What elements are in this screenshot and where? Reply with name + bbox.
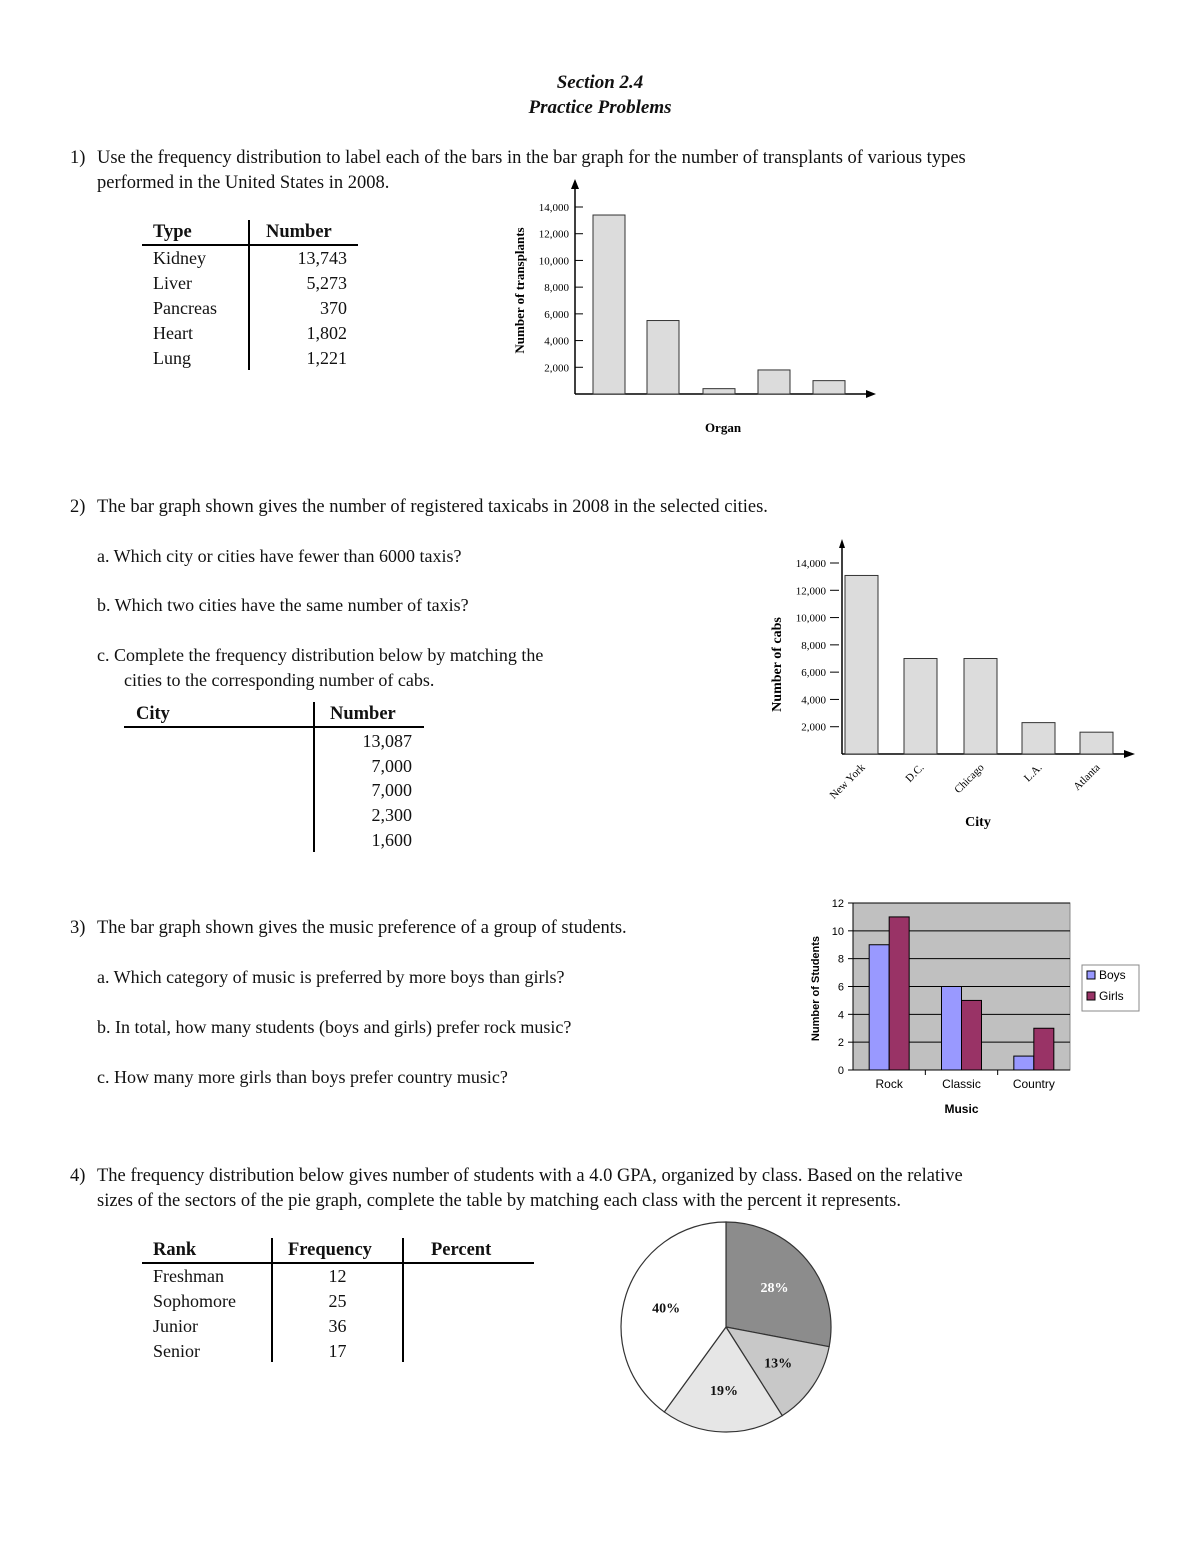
y-tick-label: 14,000: [538, 202, 569, 214]
y-tick-label: 6,000: [801, 667, 826, 680]
x-tick-label: Classic: [942, 1077, 981, 1091]
question-2a: a. Which city or cities have fewer than 6000 taxis?: [97, 546, 462, 566]
y-tick-label: 10,000: [795, 612, 826, 625]
problem-text: sizes of the sectors of the pie graph, complete the table by matching each class with the percent it represents.: [97, 1191, 901, 1211]
y-tick-label: 4,000: [801, 694, 826, 707]
transplant-bar-chart: [500, 175, 890, 440]
table-header-number: Number: [266, 222, 332, 242]
music-bar-chart: [800, 892, 1150, 1132]
table-divider: [248, 220, 250, 370]
table-header-number: Number: [330, 704, 396, 724]
problem-number: 4): [70, 1166, 86, 1186]
pie-label: 28%: [760, 1280, 789, 1296]
pie-label: 13%: [764, 1356, 793, 1372]
problem-text: The bar graph shown gives the music preference of a group of students.: [97, 918, 627, 938]
table-cell: Junior: [153, 1316, 198, 1336]
pie-label: 40%: [652, 1301, 681, 1317]
table-cell: 7,000: [371, 780, 412, 800]
y-tick-label: 0: [837, 1065, 844, 1077]
y-tick-label: 12,000: [795, 585, 826, 598]
legend-label: Girls: [1099, 989, 1124, 1003]
bar: [964, 659, 997, 755]
bar-girls: [889, 917, 909, 1070]
bar-girls: [962, 1000, 982, 1070]
y-tick-label: 8,000: [801, 639, 826, 652]
bar: [1022, 723, 1055, 754]
y-tick-label: 8,000: [544, 282, 569, 295]
problem-2: [70, 495, 970, 521]
question-2b: b. Which two cities have the same number of taxis?: [97, 595, 469, 615]
table-header-rank: Rank: [153, 1240, 197, 1260]
table-cell: 370: [320, 298, 347, 318]
problem-text: The frequency distribution below gives number of students with a 4.0 GPA, organized by class. Based on the relative: [97, 1166, 963, 1186]
y-axis-title: Number of transplants: [512, 227, 527, 354]
legend-label: Boys: [1099, 968, 1126, 982]
y-axis-arrow: [839, 539, 845, 548]
y-tick-label: 4: [837, 1009, 844, 1022]
legend-swatch: [1087, 992, 1095, 1000]
table-cell: 7,000: [371, 756, 412, 776]
transplant-table: [142, 220, 362, 375]
problem-4: [70, 1164, 1150, 1219]
bar: [647, 321, 679, 394]
table-cell: Pancreas: [153, 298, 217, 318]
question-3b: b. In total, how many students (boys and girls) prefer rock music?: [97, 1017, 572, 1037]
problem-text: The bar graph shown gives the number of registered taxicabs in 2008 in the selected cities.: [97, 497, 768, 517]
y-tick-label: 4,000: [544, 335, 569, 348]
table-header-percent: Percent: [431, 1240, 492, 1260]
y-tick-label: 2,000: [801, 721, 826, 734]
section-title: Section 2.4: [556, 72, 644, 93]
pie-label: 19%: [710, 1383, 739, 1399]
problem-text: Use the frequency distribution to label each of the bars in the bar graph for the number of transplants of various types: [97, 148, 966, 168]
y-axis-title: Number of cabs: [770, 617, 785, 712]
x-axis-title: City: [965, 815, 991, 830]
bar: [845, 575, 878, 754]
x-axis-title: Music: [944, 1102, 979, 1116]
table-cell: 13,087: [362, 731, 412, 751]
table-cell: 2,300: [371, 805, 412, 825]
question-2c-cont: cities to the corresponding number of cabs.: [124, 670, 435, 690]
gpa-table: [142, 1238, 537, 1366]
y-axis-title: Number of Students: [810, 935, 822, 1042]
bar: [1080, 732, 1113, 754]
y-tick-label: 14,000: [795, 558, 826, 570]
question-3c: c. How many more girls than boys prefer country music?: [97, 1067, 508, 1087]
table-cell: Senior: [153, 1341, 200, 1361]
x-tick-label: Country: [1012, 1077, 1055, 1091]
y-tick-label: 10: [831, 925, 844, 938]
x-tick-label: D.C.: [903, 761, 927, 785]
table-header-type: Type: [153, 222, 192, 242]
table-header-city: City: [136, 704, 170, 724]
x-tick-label: Chicago: [952, 761, 987, 797]
table-cell: Heart: [153, 323, 193, 343]
page-subtitle: Practice Problems: [528, 97, 672, 118]
x-tick-label: Atlanta: [1071, 761, 1103, 794]
x-tick-label: Rock: [875, 1077, 903, 1091]
problem-text: performed in the United States in 2008.: [97, 173, 390, 193]
y-tick-label: 8: [837, 953, 844, 966]
bar: [758, 370, 790, 394]
table-rule: [124, 726, 424, 728]
problem-number: 1): [70, 148, 86, 168]
taxicab-bar-chart: [760, 535, 1145, 835]
table-cell: Sophomore: [153, 1291, 236, 1311]
problem-number: 2): [70, 497, 86, 517]
table-cell: 12: [328, 1266, 347, 1286]
table-cell: 17: [328, 1341, 347, 1361]
problem-number: 3): [70, 918, 86, 938]
table-cell: Freshman: [153, 1266, 224, 1286]
bar: [904, 659, 937, 755]
table-cell: 36: [328, 1316, 347, 1336]
table-cell: Liver: [153, 273, 192, 293]
gpa-pie-chart: [615, 1216, 840, 1441]
table-header-frequency: Frequency: [288, 1240, 372, 1260]
bar: [813, 381, 845, 394]
y-tick-label: 6,000: [544, 308, 569, 321]
table-cell: 13,743: [297, 248, 347, 268]
x-axis-arrow: [866, 390, 876, 398]
y-tick-label: 12: [831, 898, 844, 910]
table-cell: 5,273: [306, 273, 347, 293]
y-tick-label: 12,000: [538, 228, 569, 241]
bar-boys: [869, 945, 889, 1070]
bar: [593, 215, 625, 394]
table-divider: [402, 1238, 404, 1362]
question-3a: a. Which category of music is preferred by more boys than girls?: [97, 967, 565, 987]
y-tick-label: 2,000: [544, 362, 569, 375]
legend-swatch: [1087, 971, 1095, 979]
table-cell: Kidney: [153, 248, 206, 268]
y-tick-label: 10,000: [538, 255, 569, 268]
x-axis-title: Organ: [704, 420, 742, 435]
table-cell: Lung: [153, 348, 191, 368]
table-cell: 1,221: [306, 348, 347, 368]
bar: [703, 389, 735, 394]
city-table: [124, 702, 429, 854]
bar-boys: [942, 987, 962, 1071]
problem-3: [70, 916, 770, 942]
bar-boys: [1014, 1056, 1034, 1070]
y-tick-label: 6: [837, 981, 844, 994]
x-axis-arrow: [1124, 750, 1135, 758]
x-tick-label: L.A.: [1021, 761, 1045, 785]
table-cell: 1,802: [306, 323, 347, 343]
y-axis-arrow: [571, 179, 579, 189]
x-tick-label: New York: [827, 761, 868, 802]
table-cell: 1,600: [371, 830, 412, 850]
table-cell: 25: [328, 1291, 347, 1311]
question-2c: c. Complete the frequency distribution below by matching the: [97, 645, 544, 665]
bar-girls: [1034, 1028, 1054, 1070]
y-tick-label: 2: [837, 1037, 844, 1050]
